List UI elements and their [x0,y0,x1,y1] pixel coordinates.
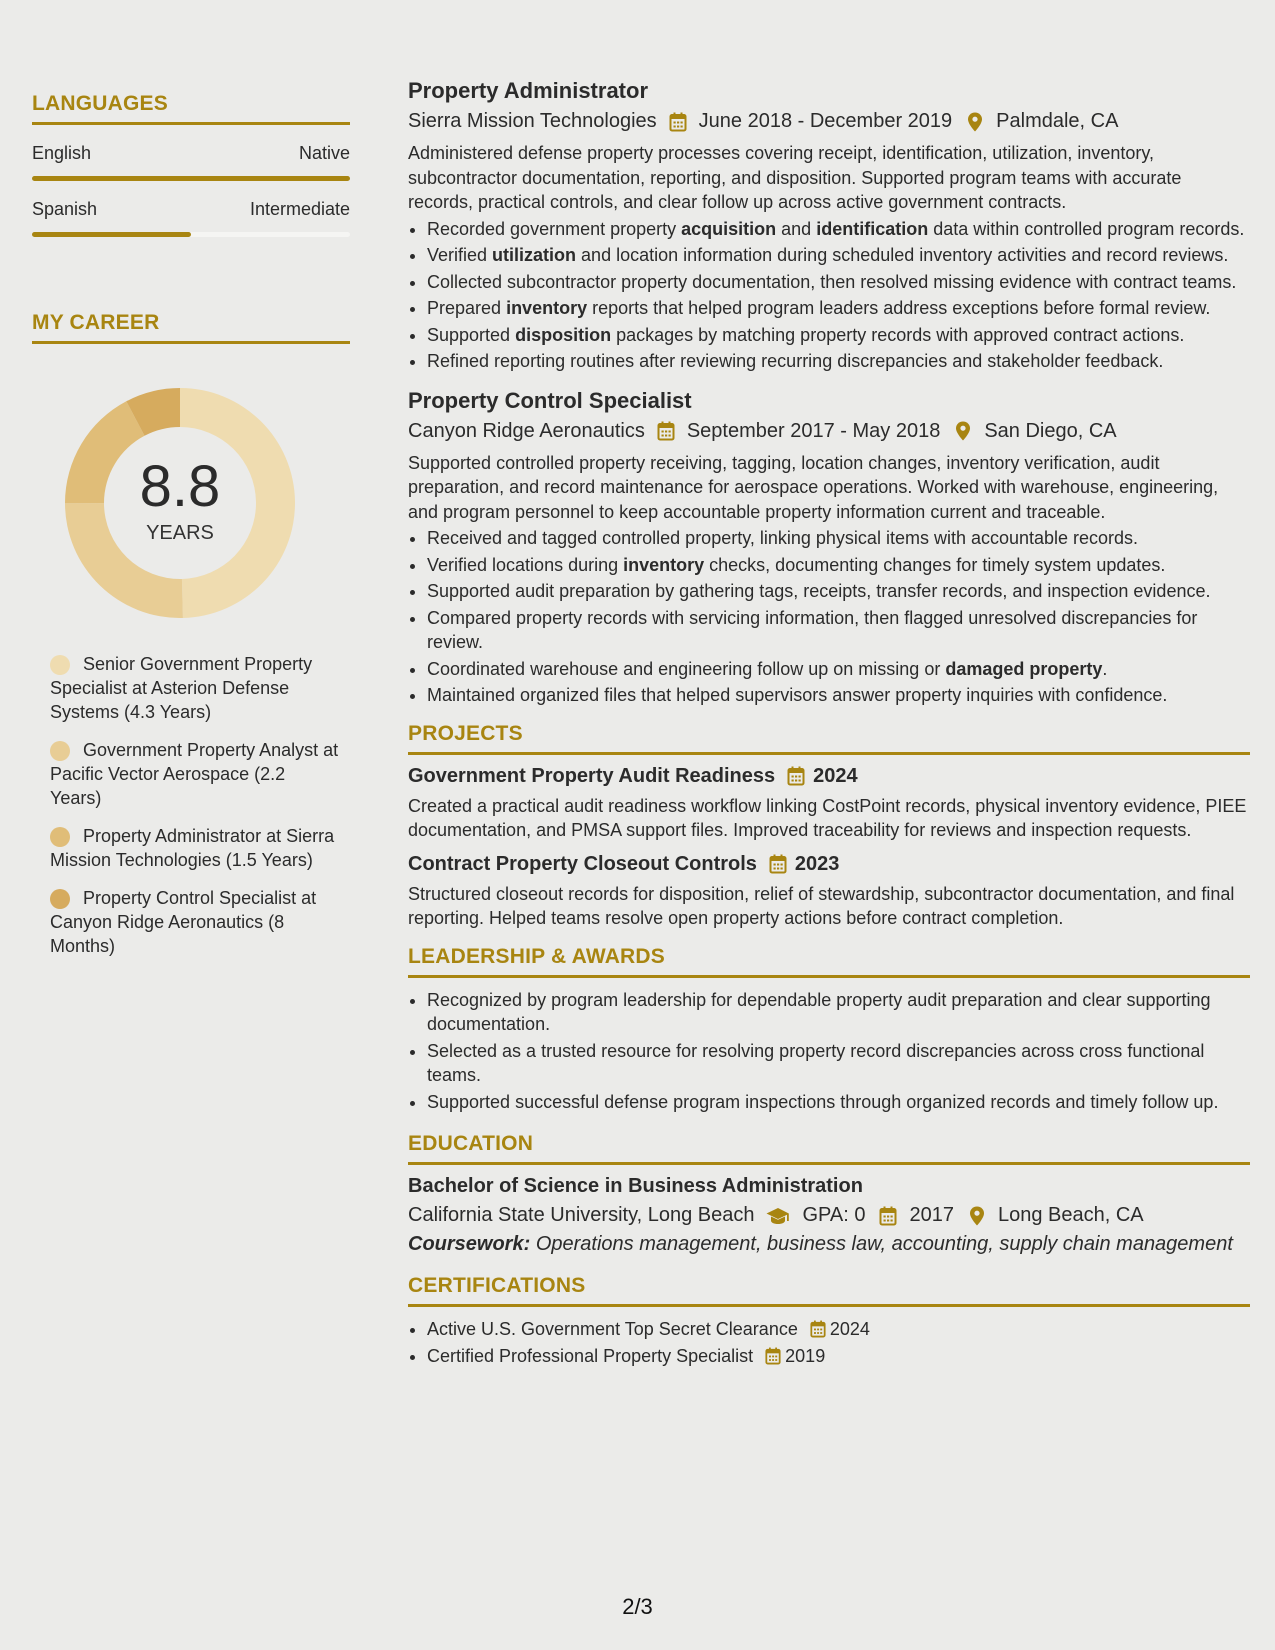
leadership-item: • Supported successful defense program inspections through organized records and timely follow up. [427,1090,1250,1115]
job-bullet: • Verified utilization and location information during scheduled inventory activities and record reviews. [427,243,1250,268]
job-bullet: • Supported disposition packages by matching property records with approved contract actions. [427,323,1250,348]
language-english [32,143,350,181]
location-pin-icon [954,421,972,441]
legend-dot [50,889,70,909]
job-bullet: • Maintained organized files that helped supervisors answer property inquiries with confidence. [427,683,1250,708]
leadership-list [408,988,1250,1115]
career-total-value: 8.8 [139,453,221,519]
language-level: Native [298,143,350,163]
legend-item: Government Property Analyst at Pacific Vector Aerospace (2.2 Years) [50,740,339,808]
leadership-item: • Recognized by program leadership for dependable property audit preparation and clear supporting documentation. [427,988,1250,1037]
job-bullet: • Verified locations during inventory checks, documenting changes for timely system updates. [427,553,1250,578]
leadership-title: LEADERSHIP & AWARDS [408,945,1250,978]
job-bullet: • Refined reporting routines after reviewing recurring discrepancies and stakeholder feedback. [427,349,1250,374]
job-bullet: • Prepared inventory reports that helped program leaders address exceptions before formal review. [427,296,1250,321]
calendar-icon [787,766,805,786]
language-bar [32,232,350,237]
job-bullet: • Supported audit preparation by gathering tags, receipts, transfer records, and inspection evidence. [427,579,1250,604]
sidebar [32,92,350,972]
leadership-section [408,945,1250,1115]
job-location: San Diego, CA [984,419,1117,442]
language-name: English [32,143,92,163]
education-title: EDUCATION [408,1132,1250,1165]
job-bullet: • Recorded government property acquisition and identification data within controlled program records. [427,217,1250,242]
legend-item: Property Control Specialist at Canyon Ridge Aeronautics (8 Months) [50,888,317,956]
legend-dot [50,741,70,761]
career-total-unit: YEARS [146,521,214,544]
main-content [408,78,1250,1370]
location-pin-icon [966,112,984,132]
certification-name: • Active U.S. Government Top Secret Clearance [427,1319,798,1339]
projects-title: PROJECTS [408,722,1250,755]
project-item [408,765,1250,843]
project-year: 2024 [813,764,858,787]
degree-title: Bachelor of Science in Business Administration [408,1175,863,1197]
coursework-label: Coursework: [408,1233,531,1255]
calendar-icon [769,854,787,874]
career-legend [50,652,340,958]
certification-item [427,1344,1250,1369]
calendar-icon [669,112,687,132]
page-number: 2/3 [622,1594,653,1619]
legend-item: Property Administrator at Sierra Mission Technologies (1.5 Years) [50,826,335,870]
legend-item: Senior Government Property Specialist at Asterion Defense Systems (4.3 Years) [50,654,313,722]
certification-name: • Certified Professional Property Specialist [427,1345,754,1366]
project-description: Structured closeout records for disposition, relief of stewardship, subcontractor documentation, and final reporting. Helped teams resolve open property actions before contract completion. [408,883,1235,928]
job-meta [408,110,1250,133]
job-location: Palmdale, CA [996,110,1119,132]
calendar-icon [810,1320,826,1338]
language-bar-fill [32,232,191,237]
job-bullet: • Compared property records with servicing information, then flagged unresolved discrepancies for review. [427,606,1250,655]
job-bullets [408,217,1250,374]
project-description: Created a practical audit readiness workflow linking CostPoint records, physical inventory evidence, PIEE documentation, and PMSA support files. Improved traceability for reviews and inspection requests. [408,795,1247,840]
experience-item [408,388,1250,708]
job-title: Property Control Specialist [408,387,692,413]
certification-item [427,1317,1250,1342]
career-donut-chart [65,388,295,618]
career-title: MY CAREER [32,311,350,344]
calendar-icon [657,421,675,441]
calendar-icon [879,1206,897,1226]
job-bullet: • Collected subcontractor property documentation, then resolved missing evidence with contract teams. [427,270,1250,295]
job-description: Administered defense property processes covering receipt, identification, utilization, inventory, subcontractor documentation, reporting, and disposition. Supported program teams with accurate records, practical controls, and clear follow up across active government contracts. [408,143,1182,212]
languages-title: LANGUAGES [32,92,350,125]
job-title: Property Administrator [408,78,649,103]
legend-dot [50,655,70,675]
certification-year: 2024 [829,1319,870,1339]
language-name: Spanish [32,199,98,219]
language-level: Intermediate [249,199,350,219]
job-dates: September 2017 - May 2018 [686,419,941,442]
language-spanish [32,199,350,237]
education-section [408,1132,1250,1256]
projects-section [408,722,1250,931]
graduation-cap-icon [766,1206,790,1226]
gpa: GPA: 0 [802,1204,866,1226]
project-name: Government Property Audit Readiness [408,764,776,787]
education-meta [408,1204,1250,1227]
graduation-year: 2017 [909,1204,954,1226]
job-bullet: • Coordinated warehouse and engineering follow up on missing or damaged property. [427,657,1250,682]
job-dates: June 2018 - December 2019 [698,110,953,132]
job-bullets [408,526,1250,708]
school-location: Long Beach, CA [997,1204,1144,1226]
certification-year: 2019 [785,1345,826,1366]
project-name: Contract Property Closeout Controls [408,852,757,875]
project-year: 2023 [794,852,840,875]
certifications-title: CERTIFICATIONS [408,1274,1250,1307]
job-meta [408,420,1250,443]
experience-item [408,78,1250,374]
company-name: Canyon Ridge Aeronautics [408,419,645,442]
calendar-icon [765,1347,781,1365]
coursework [408,1233,1250,1256]
leadership-item: • Selected as a trusted resource for resolving property record discrepancies across cross functional teams. [427,1039,1250,1088]
certifications-list [408,1317,1250,1368]
legend-dot [50,827,70,847]
company-name: Sierra Mission Technologies [408,110,657,132]
job-description: Supported controlled property receiving, tagging, location changes, inventory verification, audit preparation, and record maintenance for aerospace operations. Worked with warehouse, engineering, and program personnel to keep accountable property information current and traceable. [408,452,1219,522]
location-pin-icon [968,1206,986,1226]
language-bar-fill [32,176,350,181]
language-bar [32,176,350,181]
coursework-text: Operations management, business law, accounting, supply chain management [535,1233,1233,1255]
certifications-section [408,1274,1250,1368]
job-bullet: • Received and tagged controlled property, linking physical items with accountable records. [427,526,1250,551]
project-item [408,853,1250,931]
school-name: California State University, Long Beach [408,1204,755,1226]
